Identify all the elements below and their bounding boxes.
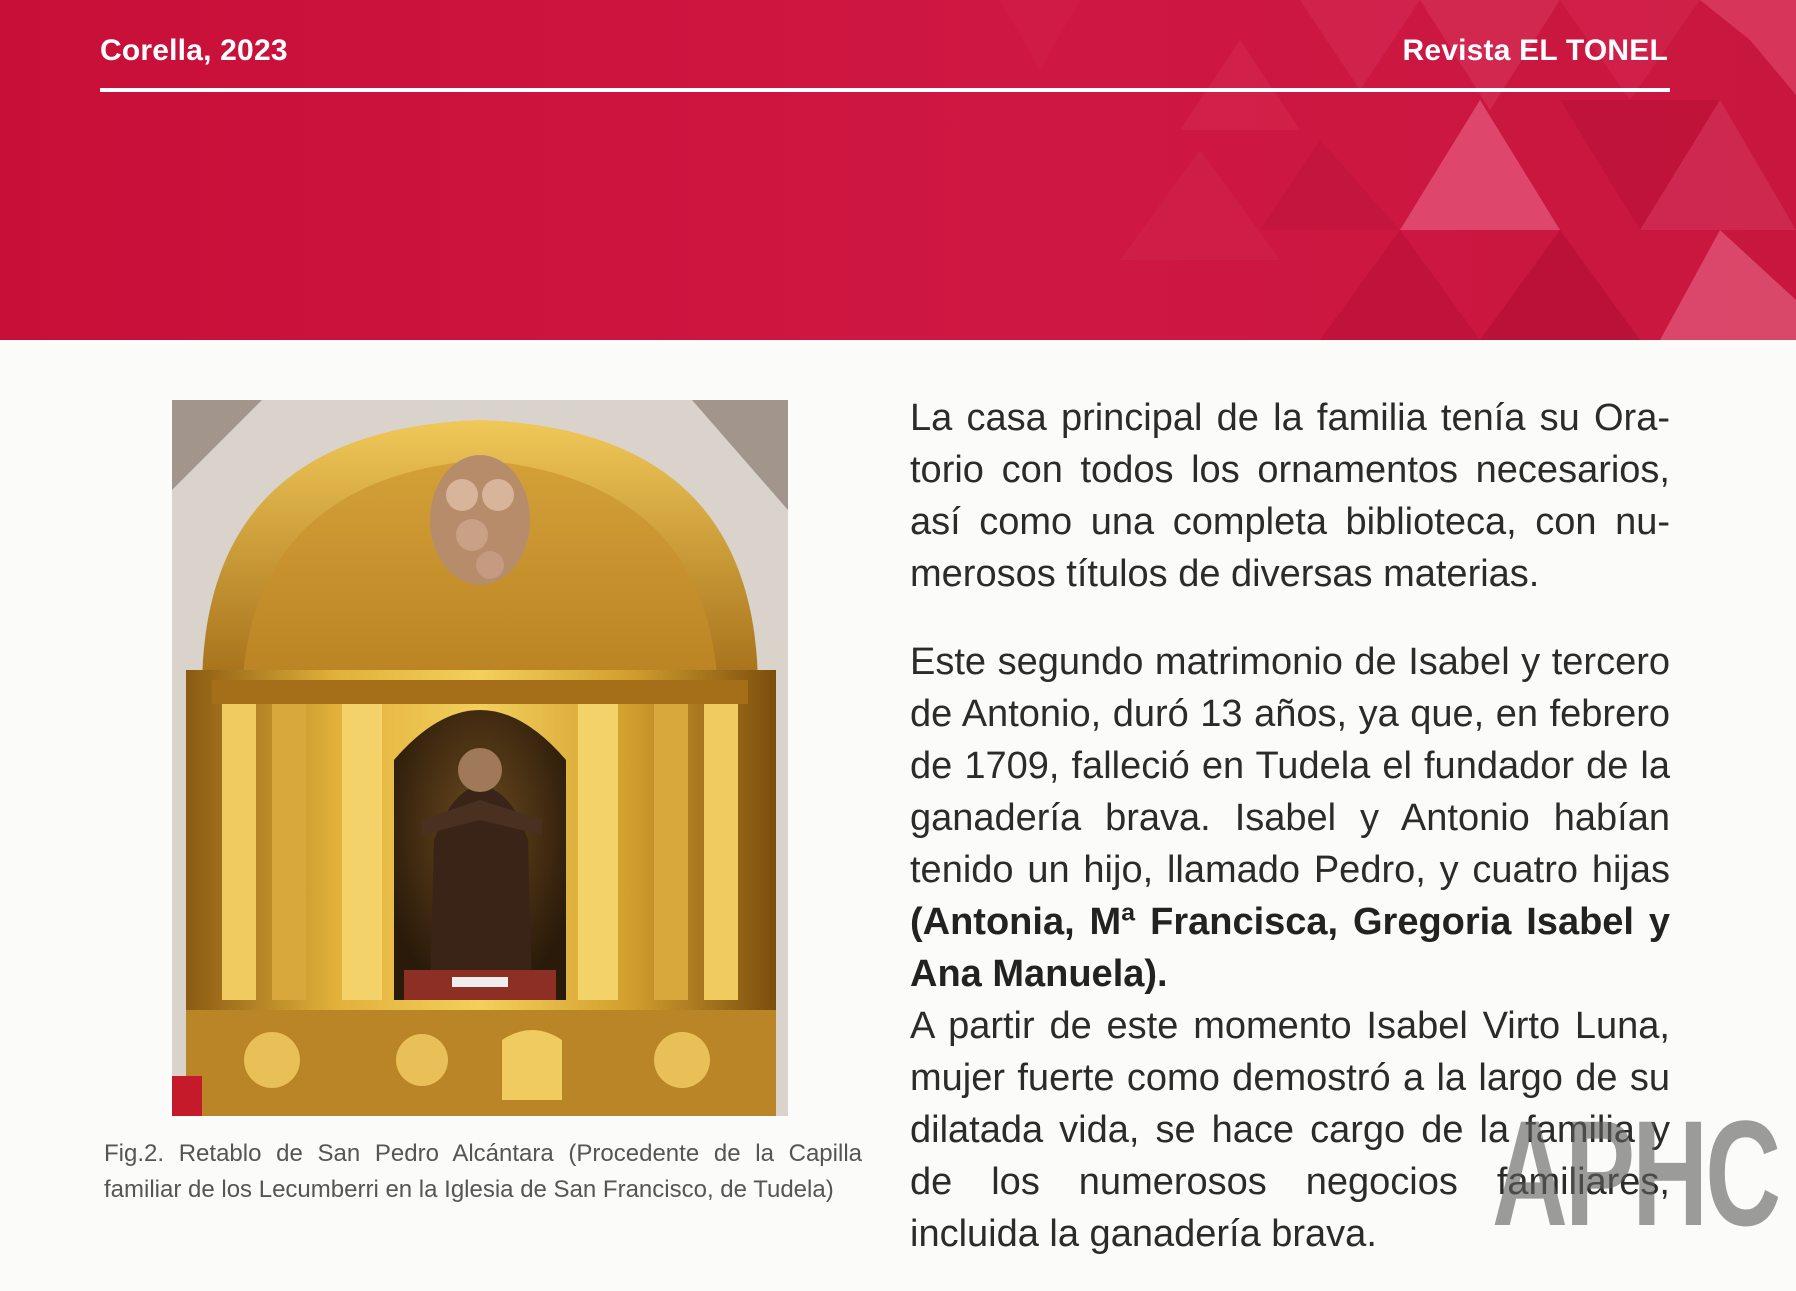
- header-date: Corella, 2023: [100, 34, 288, 67]
- header-rule: [100, 88, 1670, 92]
- aphc-watermark: APHC: [1492, 1089, 1779, 1257]
- figure-caption: Fig.2. Retablo de San Pedro Alcántara (Procedente de la Capilla familiar de los Lecumberri en la Iglesia de San Francisco, de Tudela): [104, 1140, 862, 1203]
- header-magazine-title: Revista EL TONEL: [1402, 34, 1668, 67]
- paragraph-matrimonio: [910, 636, 1670, 1000]
- paragraph-matrimonio-text: Este segundo matrimonio de Isabel y tercero de Antonio, duró 13 años, ya que, en febrero de 1709, falleció en Tudela el fundador de la ganadería brava. Isabel y Antonio habían tenido un hijo, llamado Pedro, y cuatro hijas: [910, 641, 1670, 891]
- paragraph-oratorio: La casa principal de la familia tenía su Oratorio con todos los ornamentos necesarios, así como una completa biblioteca, con numerosos títulos de diversas materias.: [910, 397, 1670, 595]
- header-banner: [0, 0, 1796, 340]
- paragraph-isabel: A partir de este momento Isabel Virto Luna, mujer fuerte como demostró a la largo de su dilatada vida, se hace cargo de la familia y de los numerosos negocios familiares, incluida la ganadería brava.: [910, 1005, 1670, 1255]
- daughters-names: (Antonia, Mª Francisca, Gregoria Isabel y Ana Manuela).: [910, 901, 1670, 995]
- altarpiece-illustration: [172, 400, 788, 1116]
- altarpiece-photo: [172, 400, 788, 1116]
